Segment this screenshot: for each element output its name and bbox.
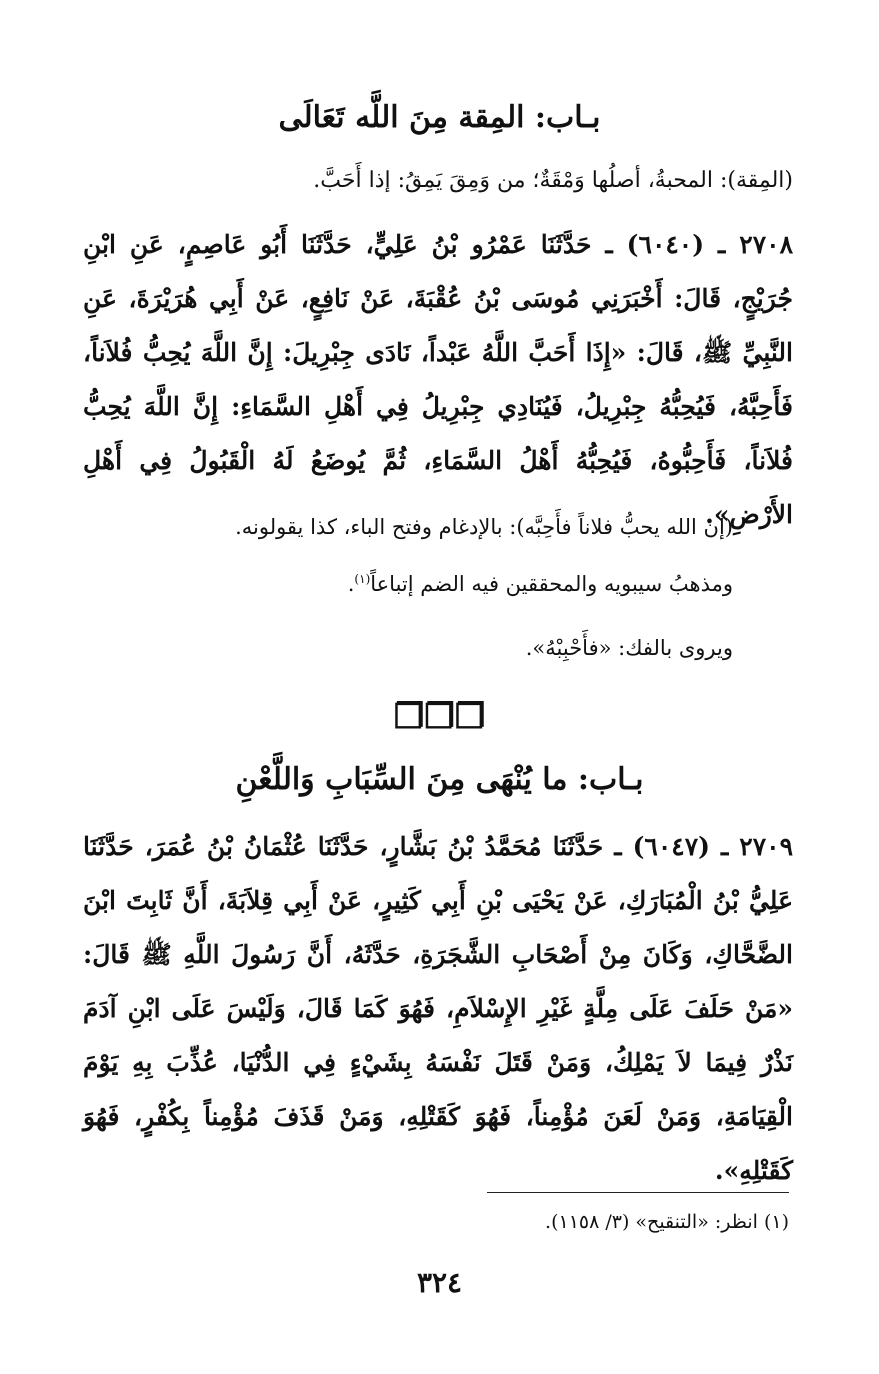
footnote-ref[interactable]: (١) bbox=[354, 572, 371, 586]
chapter-title: بـاب: ما يُنْهَى مِنَ السِّبَابِ وَاللَّعْنِ bbox=[235, 762, 644, 797]
commentary-text: ومذهبُ سيبويه والمحققين فيه الضم إتباعاً bbox=[370, 572, 733, 596]
footnote: (١) انظر: «التنقيح» (٣/ ١١٥٨). bbox=[545, 1211, 789, 1233]
page-number: ٣٢٤ bbox=[416, 1266, 463, 1299]
commentary-line: ويروى بالفك: «فأَحْبِبْهُ». bbox=[525, 636, 733, 660]
hadith-text: ٢٧٠٨ ـ (٦٠٤٠) ـ حَدَّثَنَا عَمْرُو بْنُ عَلِيٍّ، حَدَّثَنَا أَبُو عَاصِمٍ، عَنِ ابْنِ جُرَيْجٍ، قَالَ: أَخْبَرَنِي مُوسَى بْنُ عُقْبَةَ، عَنْ نَافِعٍ، عَنْ أَبِي هُرَيْرَةَ، عَنِ النَّبِيِّ ﷺ، قَالَ: «إِذَا أَحَبَّ اللَّهُ عَبْداً، نَادَى جِبْرِيلَ: إِنَّ اللَّهَ يُحِبُّ فُلاَناً، فَأَحِبَّهُ، فَيُحِبُّهُ جِبْرِيلُ، فَيُنَادِي جِبْرِيلُ فِي أَهْلِ السَّمَاءِ: إِنَّ اللَّهَ يُحِبُّ فُلاَناً، فَأَحِبُّوهُ، فَيُحِبُّهُ أَهْلُ السَّمَاءِ، ثُمَّ يُوضَعُ لَهُ الْقَبُولُ فِي أَهْلِ الأَرْضِ». bbox=[83, 230, 794, 529]
commentary-line bbox=[83, 570, 733, 599]
commentary-line: (إن الله يحبُّ فلاناً فأَحِبَّه): بالإدغام وفتح الباء، كذا يقولونه. bbox=[235, 515, 733, 539]
definition-text: (المِقة): المحبةُ، أصلُها وَمْقَةٌ؛ من وَمِقَ يَمِقُ: إذا أَحَبَّ. bbox=[313, 168, 793, 193]
footnote-divider bbox=[487, 1192, 789, 1193]
hadith-text: ٢٧٠٩ ـ (٦٠٤٧) ـ حَدَّثَنَا مُحَمَّدُ بْنُ بَشَّارٍ، حَدَّثَنَا عُثْمَانُ بْنُ عُمَرَ، حَدَّثَنَا عَلِيُّ بْنُ الْمُبَارَكِ، عَنْ يَحْيَى بْنِ أَبِي كَثِيرٍ، عَنْ أَبِي قِلاَبَةَ، أَنَّ ثَابِتَ ابْنَ الضَّحَّاكِ، وَكَانَ مِنْ أَصْحَابِ الشَّجَرَةِ، حَدَّثَهُ، أَنَّ رَسُولَ اللَّهِ ﷺ قَالَ: «مَنْ حَلَفَ عَلَى مِلَّةٍ غَيْرِ الإِسْلاَمِ، فَهُوَ كَمَا قَالَ، وَلَيْسَ عَلَى ابْنِ آدَمَ نَذْرٌ فِيمَا لاَ يَمْلِكُ، وَمَنْ قَتَلَ نَفْسَهُ بِشَيْءٍ فِي الدُّنْيَا، عُذِّبَ بِهِ يَوْمَ الْقِيَامَةِ، وَمَنْ لَعَنَ مُؤْمِناً، فَهُوَ كَقَتْلِهِ، وَمَنْ قَذَفَ مُؤْمِناً بِكُفْرٍ، فَهُوَ كَقَتْلِهِ». bbox=[83, 832, 794, 1185]
section-separator: ❐❐❐ bbox=[393, 697, 486, 737]
chapter-title: بـاب: المِقة مِنَ اللَّه تَعَالَى bbox=[278, 100, 601, 135]
commentary-end: . bbox=[347, 572, 355, 596]
